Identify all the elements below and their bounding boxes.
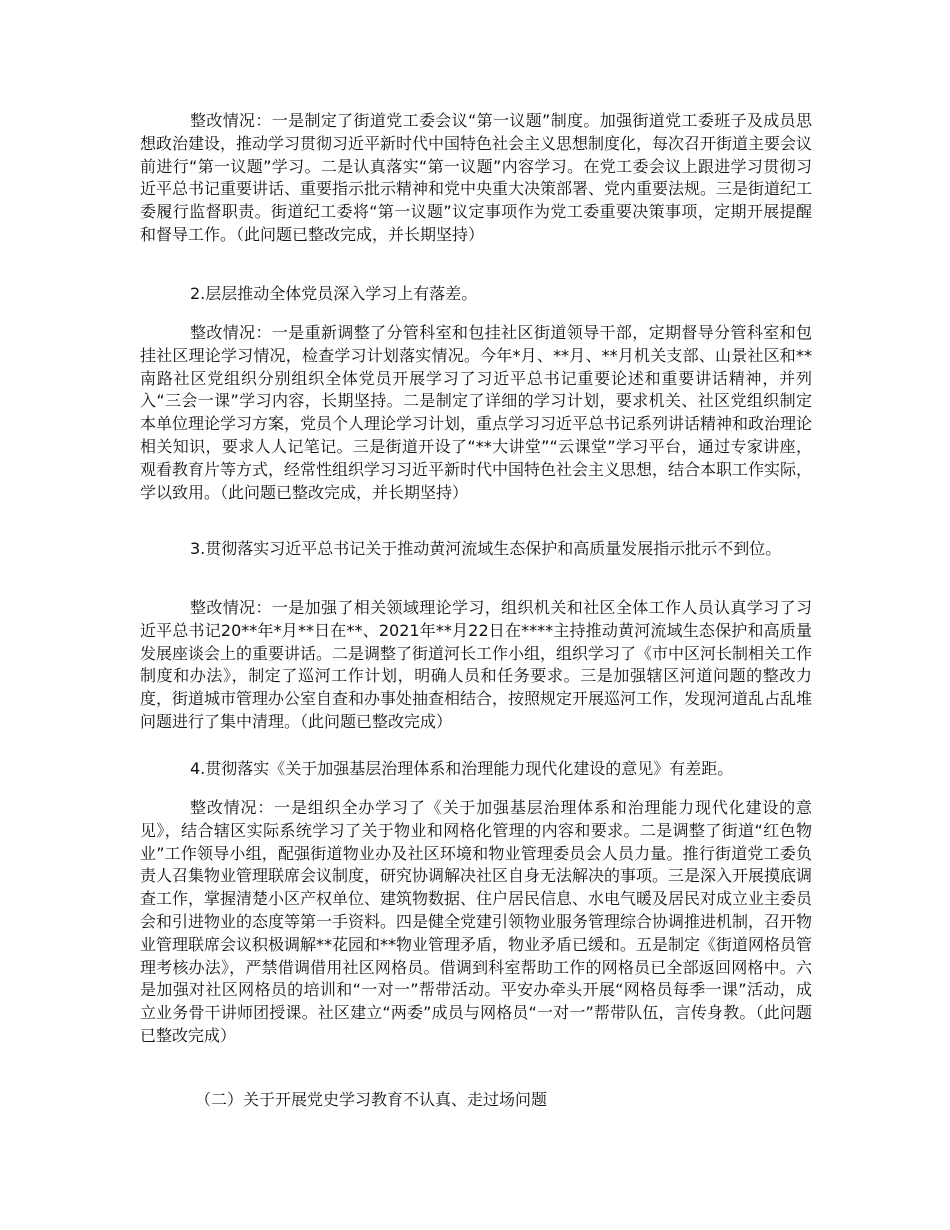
heading-item-3: 3.贯彻落实习近平总书记关于推动黄河流域生态保护和高质量发展指示批示不到位。	[190, 539, 782, 558]
heading-item-2: 2.层层推动全体党员深入学习上有落差。	[190, 284, 478, 303]
paragraph-rectification-1: 整改情况：一是制定了街道党工委会议“第一议题”制度。加强街道党工委班子及成员思想政治建设，推动学习贯彻习近平新时代中国特色社会主义思想制度化，每次召开街道主要会议前进行“第一议题”学习。二是认真落实“第一议题”内容学习。在党工委会议上跟进学习贯彻习近平总书记重要讲话、重要指示批示精神和党中央重大决策部署、党内重要法规。三是街道纪工委履行监督职责。街道纪工委将“第一议题”议定事项作为党工委重要决策事项，定期开展提醒和督导工作。（此问题已整改完成，并长期坚持）	[140, 111, 813, 244]
paragraph-rectification-2: 整改情况：一是重新调整了分管科室和包挂社区街道领导干部，定期督导分管科室和包挂社区理论学习情况，检查学习计划落实情况。今年*月、**月、**月机关支部、山景社区和**南路社区党组织分别组织全体党员开展学习了习近平总书记重要论述和重要讲话精神，并列入“三会一课”学习内容，长期坚持。二是制定了详细的学习计划，要求机关、社区党组织制定本单位理论学习方案，党员个人理论学习计划，重点学习习近平总书记系列讲话精神和政治理论相关知识，要求人人记笔记。三是街道开设了“**大讲堂”“云课堂”学习平台，通过专家讲座，观看教育片等方式，经常性组织学习习近平新时代中国特色社会主义思想，结合本职工作实际，学以致用。（此问题已整改完成，并长期坚持）	[140, 323, 813, 502]
heading-item-4: 4.贯彻落实《关于加强基层治理体系和治理能力现代化建设的意见》有差距。	[190, 759, 734, 778]
paragraph-rectification-3: 整改情况：一是加强了相关领域理论学习，组织机关和社区全体工作人员认真学习了习近平总书记20**年*月**日在**、2021年**月22日在****主持推动黄河流域生态保护和高质量发展座谈会上的重要讲话。二是调整了街道河长工作小组，组织学习了《市中区河长制相关工作制度和办法》，制定了巡河工作计划，明确人员和任务要求。三是加强辖区河道问题的整改力度，街道城市管理办公室自查和办事处抽查相结合，按照规定开展巡河工作，发现河道乱占乱堆问题进行了集中清理。（此问题已整改完成）	[140, 598, 813, 731]
paragraph-rectification-4: 整改情况：一是组织全办学习了《关于加强基层治理体系和治理能力现代化建设的意见》，结合辖区实际系统学习了关于物业和网格化管理的内容和要求。二是调整了街道“红色物业”工作领导小组，配强街道物业办及社区环境和物业管理委员会人员力量。推行街道党工委负责人召集物业管理联席会议制度，研究协调解决社区自身无法解决的事项。三是深入开展摸底调查工作，掌握清楚小区产权单位、建筑物数据、住户居民信息、水电气暖及居民对成立业主委员会和引进物业的态度等第一手资料。四是健全党建引领物业服务管理综合协调推进机制，召开物业管理联席会议积极调解**花园和**物业管理矛盾，物业矛盾已缓和。五是制定《街道网格员管理考核办法》，严禁借调借用社区网格员。借调到科室帮助工作的网格员已全部返回网格中。六是加强对社区网格员的培训和“一对一”帮带活动。平安办牵头开展“网格员每季一课”活动，成立业务骨干讲师团授课。社区建立“两委”成员与网格员“一对一”帮带队伍，言传身教。（此问题已整改完成）	[140, 798, 813, 1045]
section-heading-2: （二）关于开展党史学习教育不认真、走过场问题	[195, 1090, 548, 1109]
